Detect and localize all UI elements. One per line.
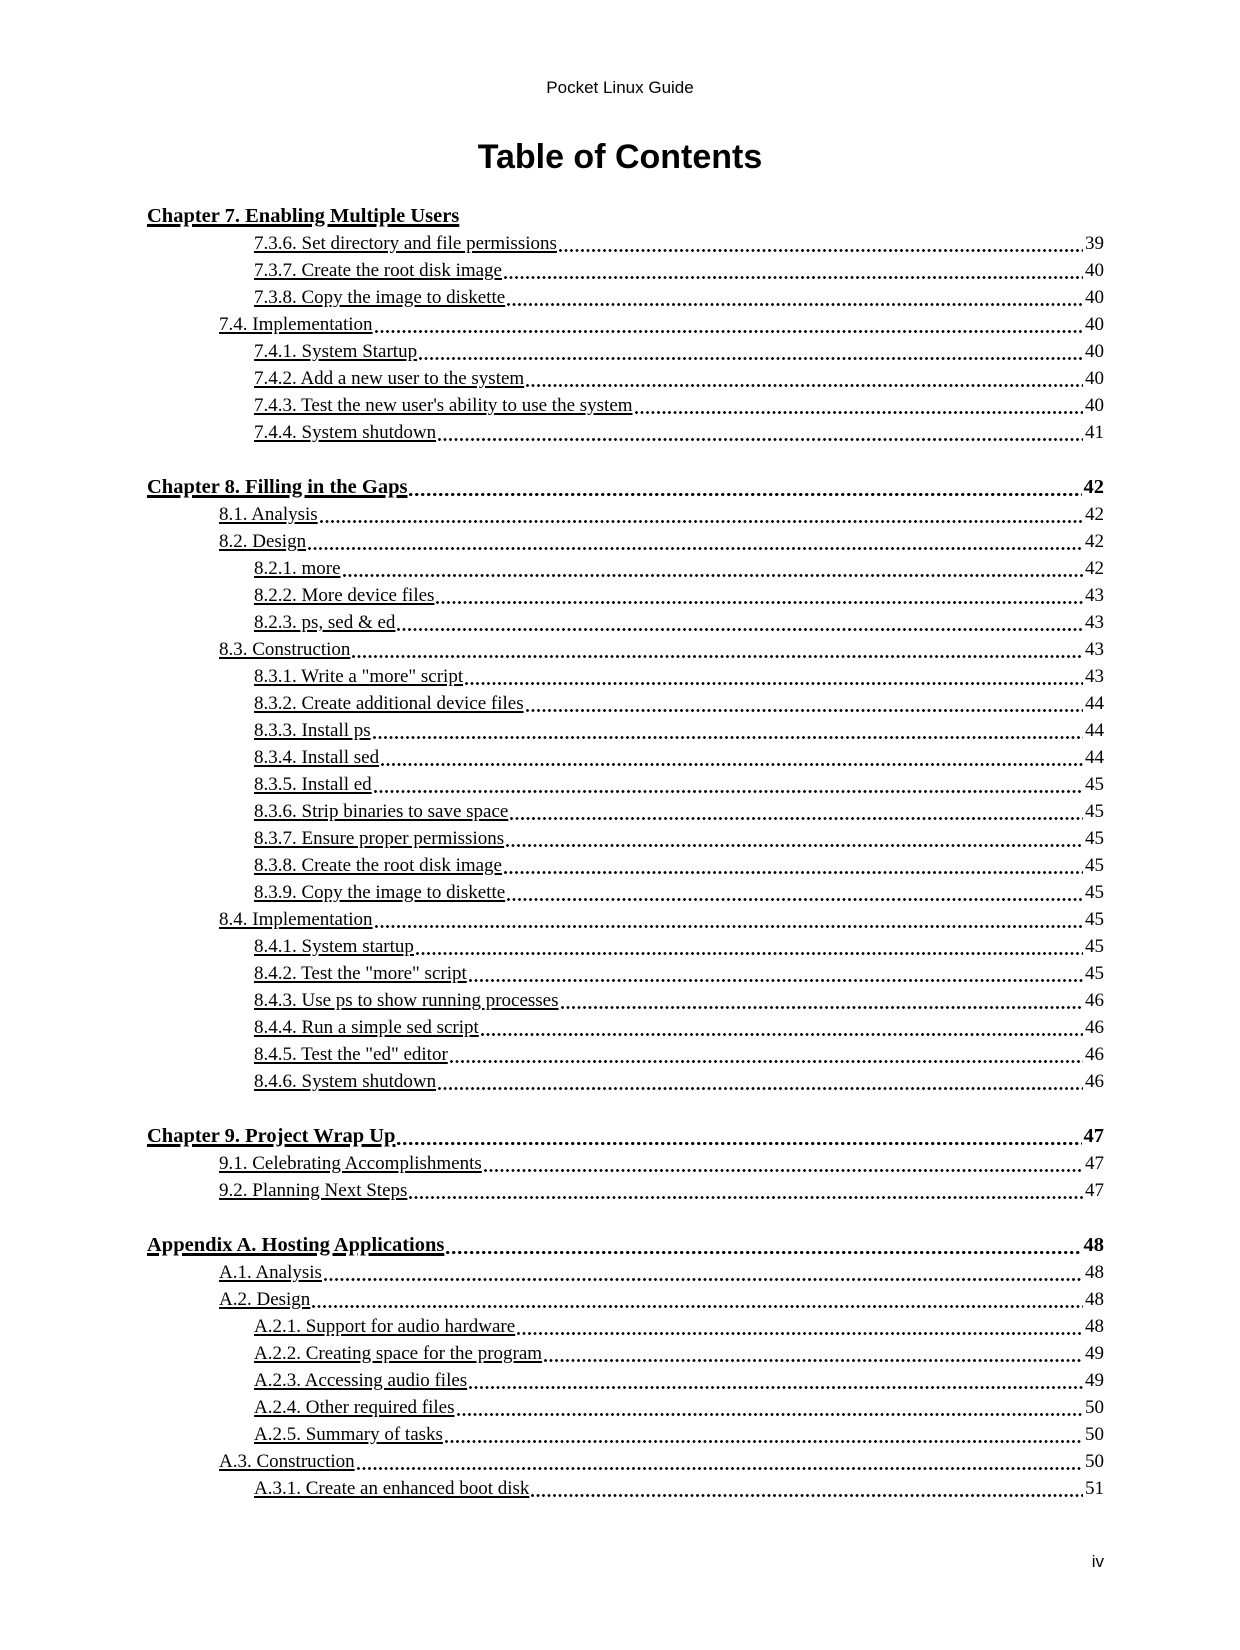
toc-entry-row: [147, 1014, 1104, 1041]
toc-entry-link[interactable]: A.3.1. Create an enhanced boot disk: [254, 1478, 530, 1499]
toc-entry-row: [147, 365, 1104, 392]
toc-entry-row: [147, 852, 1104, 879]
toc-entry-row: [147, 1177, 1104, 1204]
toc-page-number: 44: [1085, 747, 1104, 768]
toc-entry-link[interactable]: 8.4. Implementation: [219, 909, 373, 930]
toc-page-number: 42: [1085, 531, 1104, 552]
toc-entry-row: [147, 338, 1104, 365]
toc-dot-leader: [308, 547, 1083, 550]
toc-entry-row: [147, 501, 1104, 528]
toc-entry-row: [147, 284, 1104, 311]
toc-page-number: 46: [1085, 1071, 1104, 1092]
toc-dot-leader: [343, 574, 1083, 577]
toc-entry-link[interactable]: 8.2.1. more: [254, 558, 341, 579]
toc-dot-leader: [352, 655, 1083, 658]
toc-page-number: 50: [1085, 1451, 1104, 1472]
toc-page-number: 45: [1085, 774, 1104, 795]
toc-dot-leader: [374, 790, 1083, 793]
toc-dot-leader: [446, 1251, 1081, 1254]
toc-dot-leader: [438, 1087, 1083, 1090]
toc-page-number: 42: [1083, 476, 1104, 498]
toc-page-number: 48: [1083, 1234, 1104, 1256]
page-title: Table of Contents: [477, 138, 763, 176]
toc-entry-link[interactable]: 8.4.3. Use ps to show running processes: [254, 990, 559, 1011]
toc-entry-link[interactable]: A.2.5. Summary of tasks: [254, 1424, 443, 1445]
toc-entry-link[interactable]: A.2.3. Accessing audio files: [254, 1370, 468, 1391]
toc-entry-link[interactable]: 8.4.4. Run a simple sed script: [254, 1017, 479, 1038]
toc-entry-link[interactable]: 8.4.6. System shutdown: [254, 1071, 437, 1092]
toc-page-number: 51: [1085, 1478, 1104, 1499]
toc-entry-link[interactable]: 9.2. Planning Next Steps: [219, 1180, 408, 1201]
toc-heading-link[interactable]: Chapter 8. Filling in the Gaps: [147, 476, 408, 498]
toc-dot-leader: [320, 520, 1083, 523]
toc-dot-leader: [381, 763, 1083, 766]
toc-entry-row: [147, 1150, 1104, 1177]
toc-entry-row: [147, 582, 1104, 609]
toc-entry-link[interactable]: 7.4.2. Add a new user to the system: [254, 368, 525, 389]
toc-entry-link[interactable]: 8.3.7. Ensure proper permissions: [254, 828, 505, 849]
toc-page-number: 42: [1085, 504, 1104, 525]
toc-dot-leader: [510, 817, 1083, 820]
toc-page-number: 45: [1085, 855, 1104, 876]
toc-entry-row: [147, 960, 1104, 987]
toc-dot-leader: [409, 493, 1081, 496]
toc-page-number: 48: [1085, 1289, 1104, 1310]
toc-entry-row: [147, 1286, 1104, 1313]
toc-section: [147, 1232, 1104, 1502]
toc-heading-row: [147, 474, 1104, 501]
toc-dot-leader: [409, 1196, 1083, 1199]
toc-page-number: 46: [1085, 990, 1104, 1011]
toc-page-number: 43: [1085, 585, 1104, 606]
toc-page-number: 50: [1085, 1397, 1104, 1418]
toc-entry-link[interactable]: 8.1. Analysis: [219, 504, 318, 525]
toc-entry-link[interactable]: 7.4.4. System shutdown: [254, 422, 437, 443]
toc-page-number: 40: [1085, 287, 1104, 308]
toc-dot-leader: [375, 925, 1083, 928]
toc-page-number: 50: [1085, 1424, 1104, 1445]
toc-dot-leader: [416, 952, 1083, 955]
toc-dot-leader: [504, 276, 1083, 279]
toc-entry-row: [147, 933, 1104, 960]
toc-page-number: 43: [1085, 612, 1104, 633]
toc-entry-link[interactable]: 8.3.3. Install ps: [254, 720, 371, 741]
toc-entry-link[interactable]: 9.1. Celebrating Accomplishments: [219, 1153, 482, 1174]
toc-section: [147, 203, 1104, 446]
toc-dot-leader: [397, 1142, 1081, 1145]
toc-page-number: 47: [1085, 1180, 1104, 1201]
toc-page-number: 46: [1085, 1017, 1104, 1038]
toc-page-number: 45: [1085, 963, 1104, 984]
toc-page-number: 43: [1085, 666, 1104, 687]
toc-entry-row: [147, 825, 1104, 852]
toc-entry-link[interactable]: 8.2.3. ps, sed & ed: [254, 612, 396, 633]
toc-dot-leader: [559, 249, 1083, 252]
toc-entry-link[interactable]: A.1. Analysis: [219, 1262, 322, 1283]
toc-entry-row: [147, 879, 1104, 906]
toc-page-number: 45: [1085, 828, 1104, 849]
toc-entry-link[interactable]: 8.4.5. Test the "ed" editor: [254, 1044, 448, 1065]
toc-entry-row: [147, 1313, 1104, 1340]
toc-page-number: 45: [1085, 936, 1104, 957]
toc-entry-row: [147, 392, 1104, 419]
toc-dot-leader: [526, 384, 1083, 387]
toc-entry-row: [147, 1041, 1104, 1068]
toc-page-number: 45: [1085, 801, 1104, 822]
toc-page-number: 40: [1085, 368, 1104, 389]
toc-heading-link[interactable]: Appendix A. Hosting Applications: [147, 1234, 445, 1256]
toc-entry-row: [147, 528, 1104, 555]
toc-dot-leader: [457, 1413, 1084, 1416]
toc-dot-leader: [531, 1494, 1083, 1497]
toc-page-number: 48: [1085, 1316, 1104, 1337]
toc-heading-row: [147, 1123, 1104, 1150]
toc-page-number: 45: [1085, 882, 1104, 903]
toc-page-number: 40: [1085, 260, 1104, 281]
toc-entry-row: [147, 257, 1104, 284]
toc-entry-link[interactable]: 8.4.2. Test the "more" script: [254, 963, 467, 984]
toc-entry-link[interactable]: A.2.4. Other required files: [254, 1397, 455, 1418]
toc-page-number: 47: [1083, 1125, 1104, 1147]
toc-page-number: 45: [1085, 909, 1104, 930]
toc-entry-row: [147, 555, 1104, 582]
toc-dot-leader: [469, 1386, 1083, 1389]
toc-entry-link[interactable]: 8.3.6. Strip binaries to save space: [254, 801, 509, 822]
toc-page-number: 49: [1085, 1343, 1104, 1364]
toc-entry-row: [147, 798, 1104, 825]
toc-dot-leader: [544, 1359, 1083, 1362]
toc-dot-leader: [481, 1033, 1083, 1036]
toc-page-number: 47: [1085, 1153, 1104, 1174]
toc-heading-row: [147, 1232, 1104, 1259]
toc-entry-row: [147, 1367, 1104, 1394]
toc-entry-row: [147, 609, 1104, 636]
toc-entry-link[interactable]: A.2.2. Creating space for the program: [254, 1343, 543, 1364]
toc-entry-link[interactable]: 8.3. Construction: [219, 639, 351, 660]
toc-dot-leader: [373, 736, 1083, 739]
toc-entry-link[interactable]: 8.3.5. Install ed: [254, 774, 372, 795]
toc-dot-leader: [517, 1332, 1083, 1335]
toc-entry-link[interactable]: A.3. Construction: [219, 1451, 355, 1472]
toc-entry-link[interactable]: 8.3.1. Write a "more" script: [254, 666, 464, 687]
toc-dot-leader: [465, 682, 1083, 685]
toc-page-number: 48: [1085, 1262, 1104, 1283]
toc-entry-row: [147, 230, 1104, 257]
toc-entry-link[interactable]: 7.4.1. System Startup: [254, 341, 418, 362]
toc-entry-row: [147, 311, 1104, 338]
toc-heading-row: [147, 203, 1104, 230]
toc-entry-row: [147, 663, 1104, 690]
toc-dot-leader: [469, 979, 1083, 982]
toc-entry-row: [147, 1340, 1104, 1367]
toc-entry-row: [147, 690, 1104, 717]
toc-page-number: 49: [1085, 1370, 1104, 1391]
toc-entry-row: [147, 906, 1104, 933]
toc-entry-link[interactable]: 8.2.2. More device files: [254, 585, 435, 606]
toc-entry-link[interactable]: 8.3.2. Create additional device files: [254, 693, 524, 714]
toc-entry-link[interactable]: A.2. Design: [219, 1289, 311, 1310]
toc-entry-row: [147, 1394, 1104, 1421]
toc-entry-row: [147, 744, 1104, 771]
toc-entry-row: [147, 1068, 1104, 1095]
toc-entry-row: [147, 419, 1104, 446]
toc-dot-leader: [484, 1169, 1083, 1172]
toc-dot-leader: [375, 330, 1083, 333]
toc-entry-row: [147, 1475, 1104, 1502]
toc-entry-link[interactable]: 8.3.4. Install sed: [254, 747, 380, 768]
toc-section: [147, 474, 1104, 1095]
toc-entry-link[interactable]: A.2.1. Support for audio hardware: [254, 1316, 516, 1337]
toc-entry-link[interactable]: 7.3.7. Create the root disk image: [254, 260, 502, 281]
toc-entry-link[interactable]: 7.4. Implementation: [219, 314, 373, 335]
toc-dot-leader: [445, 1440, 1083, 1443]
toc-page-number: 44: [1085, 720, 1104, 741]
doc-header-title: Pocket Linux Guide: [546, 78, 694, 97]
toc: [147, 203, 1104, 1502]
toc-page-number: 40: [1085, 395, 1104, 416]
toc-dot-leader: [438, 438, 1083, 441]
toc-entry-row: [147, 1448, 1104, 1475]
toc-page-number: 40: [1085, 314, 1104, 335]
toc-dot-leader: [357, 1467, 1083, 1470]
toc-entry-link[interactable]: 8.4.1. System startup: [254, 936, 414, 957]
toc-page-number: 43: [1085, 639, 1104, 660]
toc-dot-leader: [324, 1278, 1083, 1281]
toc-dot-leader: [561, 1006, 1083, 1009]
toc-entry-row: [147, 1421, 1104, 1448]
toc-page-number: 44: [1085, 693, 1104, 714]
toc-dot-leader: [436, 601, 1083, 604]
toc-entry-row: [147, 987, 1104, 1014]
toc-dot-leader: [450, 1060, 1083, 1063]
toc-entry-link[interactable]: 8.2. Design: [219, 531, 307, 552]
toc-entry-link[interactable]: 7.3.6. Set directory and file permissions: [254, 233, 557, 254]
toc-dot-leader: [507, 898, 1083, 901]
toc-page-number: 46: [1085, 1044, 1104, 1065]
toc-heading-link[interactable]: Chapter 9. Project Wrap Up: [147, 1125, 396, 1147]
toc-dot-leader: [397, 628, 1083, 631]
toc-entry-link[interactable]: 7.3.8. Copy the image to diskette: [254, 287, 506, 308]
toc-dot-leader: [507, 303, 1083, 306]
toc-page-number: 40: [1085, 341, 1104, 362]
toc-dot-leader: [419, 357, 1083, 360]
toc-entry-link[interactable]: 7.4.3. Test the new user's ability to use the system: [254, 395, 633, 416]
toc-entry-row: [147, 717, 1104, 744]
toc-entry-link[interactable]: 8.3.8. Create the root disk image: [254, 855, 502, 876]
toc-entry-link[interactable]: 8.3.9. Copy the image to diskette: [254, 882, 506, 903]
toc-entry-row: [147, 636, 1104, 663]
toc-section: [147, 1123, 1104, 1204]
toc-heading-link[interactable]: Chapter 7. Enabling Multiple Users: [147, 205, 460, 227]
toc-entry-row: [147, 1259, 1104, 1286]
footer-page-number: iv: [1091, 1552, 1104, 1571]
toc-dot-leader: [506, 844, 1083, 847]
toc-dot-leader: [312, 1305, 1083, 1308]
toc-dot-leader: [504, 871, 1083, 874]
toc-page-number: 41: [1085, 422, 1104, 443]
toc-page-number: 42: [1085, 558, 1104, 579]
toc-page-number: 39: [1085, 233, 1104, 254]
toc-entry-row: [147, 771, 1104, 798]
toc-dot-leader: [635, 411, 1083, 414]
toc-dot-leader: [526, 709, 1083, 712]
